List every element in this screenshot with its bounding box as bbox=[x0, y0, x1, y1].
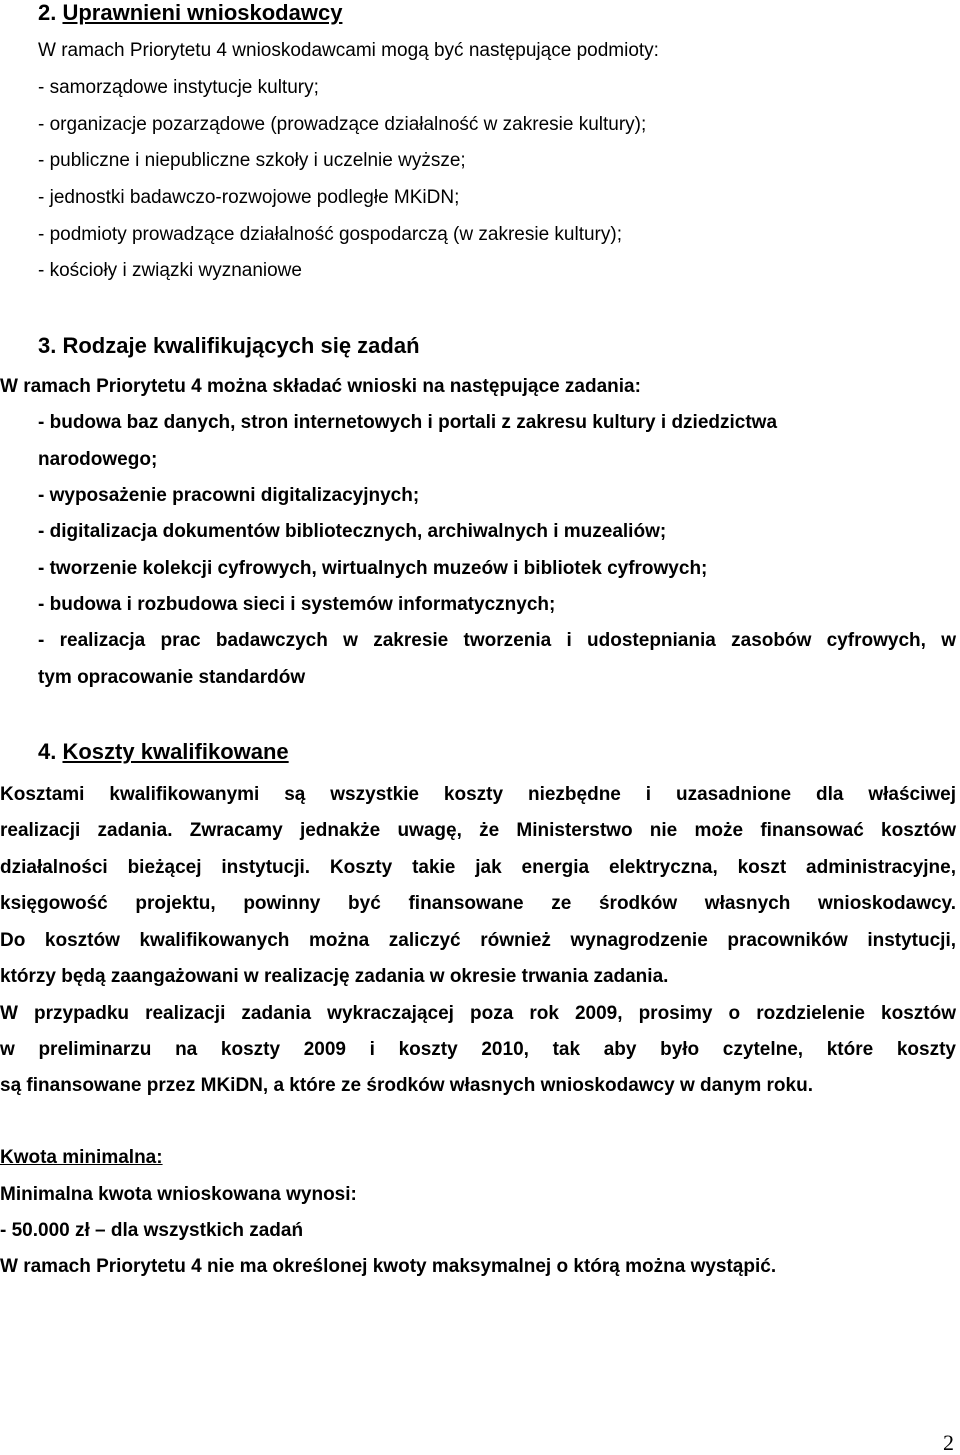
section-title: Uprawnieni wnioskodawcy bbox=[62, 0, 343, 25]
list-item: - digitalizacja dokumentów bibliotecznych, archiwalnych i muzealiów; bbox=[38, 521, 667, 542]
list-item: - kościoły i związki wyznaniowe bbox=[38, 260, 302, 281]
minimum-amount-intro: Minimalna kwota wnioskowana wynosi: bbox=[0, 1184, 357, 1205]
list-item: - organizacje pozarządowe (prowadzące działalność w zakresie kultury); bbox=[38, 114, 647, 135]
minimum-amount-heading: Kwota minimalna: bbox=[0, 1147, 163, 1168]
paragraph-line: działalności bieżącej instytucji. Koszty takie jak energia elektryczna, koszt administracyjne, bbox=[0, 857, 956, 878]
list-item: - podmioty prowadzące działalność gospodarczą (w zakresie kultury); bbox=[38, 224, 622, 245]
section-2-heading bbox=[38, 2, 342, 24]
maximum-amount-note: W ramach Priorytetu 4 nie ma określonej kwoty maksymalnej o którą można wystąpić. bbox=[0, 1256, 777, 1277]
paragraph-line: którzy będą zaangażowani w realizację zadania w okresie trwania zadania. bbox=[0, 966, 669, 987]
paragraph-line: księgowość projektu, powinny być finansowane ze środków własnych wnioskodawcy. bbox=[0, 893, 956, 914]
list-item: - publiczne i niepubliczne szkoły i uczelnie wyższe; bbox=[38, 150, 466, 171]
list-item: - samorządowe instytucje kultury; bbox=[38, 77, 319, 98]
page-number: 2 bbox=[943, 1430, 954, 1455]
section-title: Koszty kwalifikowane bbox=[62, 739, 289, 764]
paragraph-line: W przypadku realizacji zadania wykraczającej poza rok 2009, prosimy o rozdzielenie kosztów bbox=[0, 1003, 956, 1024]
list-item: - tworzenie kolekcji cyfrowych, wirtualnych muzeów i bibliotek cyfrowych; bbox=[38, 558, 708, 579]
list-item: - budowa baz danych, stron internetowych i portali z zakresu kultury i dziedzictwa bbox=[38, 412, 778, 433]
section-number: 4. bbox=[38, 739, 57, 764]
list-item: - jednostki badawczo-rozwojowe podległe MKiDN; bbox=[38, 187, 460, 208]
paragraph-line: realizacji zadania. Zwracamy jednakże uwagę, że Ministerstwo nie może finansować kosztów bbox=[0, 820, 956, 841]
paragraph-line: w preliminarzu na koszty 2009 i koszty 2010, tak aby było czytelne, które koszty bbox=[0, 1039, 956, 1060]
list-item: - wyposażenie pracowni digitalizacyjnych; bbox=[38, 485, 420, 506]
paragraph-line: Kosztami kwalifikowanymi są wszystkie koszty niezbędne i uzasadnione dla właściwej bbox=[0, 784, 956, 805]
list-item: - budowa i rozbudowa sieci i systemów informatycznych; bbox=[38, 594, 556, 615]
section-3-intro: W ramach Priorytetu 4 można składać wnioski na następujące zadania: bbox=[0, 376, 641, 397]
section-number: 3. bbox=[38, 333, 57, 358]
section-2-intro: W ramach Priorytetu 4 wnioskodawcami mogą być następujące podmioty: bbox=[38, 40, 659, 61]
paragraph-line: są finansowane przez MKiDN, a które ze środków własnych wnioskodawcy w danym roku. bbox=[0, 1075, 813, 1096]
minimum-amount-value: - 50.000 zł – dla wszystkich zadań bbox=[0, 1220, 304, 1241]
section-4-heading bbox=[38, 741, 289, 763]
section-title: Rodzaje kwalifikujących się zadań bbox=[62, 333, 420, 358]
list-item: narodowego; bbox=[38, 449, 158, 470]
section-number: 2. bbox=[38, 0, 57, 25]
paragraph-line: Do kosztów kwalifikowanych można zaliczyć również wynagrodzenie pracowników instytucji, bbox=[0, 930, 956, 951]
section-3-heading bbox=[38, 335, 420, 357]
list-item: tym opracowanie standardów bbox=[38, 667, 306, 688]
list-item: - realizacja prac badawczych w zakresie tworzenia i udostepniania zasobów cyfrowych, w bbox=[38, 630, 956, 651]
